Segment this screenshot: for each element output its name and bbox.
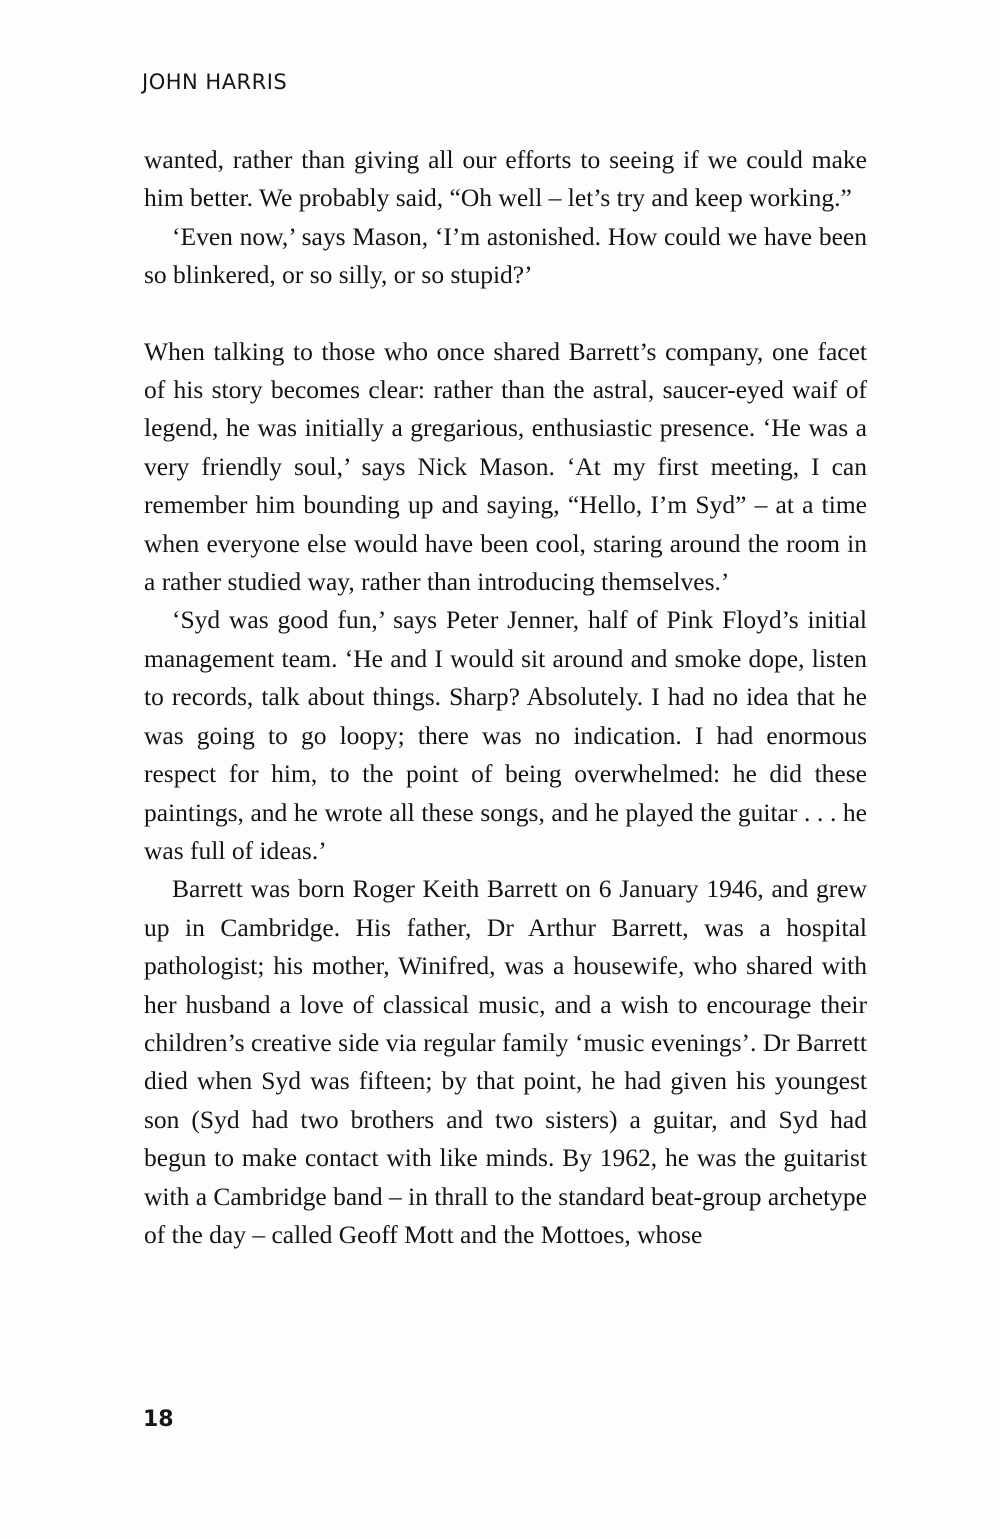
paragraph: ‘Even now,’ says Mason, ‘I’m astonished. How could we have been so blinkered, or so silly, or so stupid?’ — [144, 221, 867, 290]
paragraph: Barrett was born Roger Keith Barrett on 6 January 1946, and grew up in Cambridge. His father, Dr Arthur Barrett, was a hospital pathologist; his mother, Winifred, was a housewife, who shared with her husband a love of classical music, and a wish to encourage their children’s creative side via regular family ‘music evenings’. Dr Barrett died when Syd was fifteen; by that point, he had given his youngest son (Syd had two brothers and two sisters) a guitar, and Syd had begun to make contact with like minds. By 1962, he was the guitarist with a Cambridge band – in thrall to the standard beat-group archetype of the day – called Geoff Mott and the Mottoes, whose — [144, 874, 867, 1249]
running-head: JOHN HARRIS — [142, 70, 288, 94]
page-number: 18 — [143, 1407, 174, 1432]
paragraph: wanted, rather than giving all our efforts to seeing if we could make him better. We probably said, “Oh well – let’s try and keep working.” — [144, 145, 867, 213]
paragraph: ‘Syd was good fun,’ says Peter Jenner, half of Pink Floyd’s initial management team. ‘He and I would sit around and smoke dope, listen to records, talk about things. Sharp? Absolutely. I had no idea that he was going to go loopy; there was no indication. I had enormous respect for him, to the point of being overwhelmed: he did these paintings, and he wrote all these songs, and he played the guitar . . . he was full of ideas.’ — [144, 605, 867, 865]
paragraph: When talking to those who once shared Barrett’s company, one facet of his story becomes clear: rather than the astral, saucer-eyed waif of legend, he was initially a gregarious, enthusiastic presence. ‘He was a very friendly soul,’ says Nick Mason. ‘At my first meeting, I can remember him bounding up and saying, “Hello, I’m Syd” – at a time when everyone else would have been cool, staring around the room in a rather studied way, rather than introducing themselves.’ — [144, 336, 867, 597]
body-text — [144, 141, 867, 1254]
